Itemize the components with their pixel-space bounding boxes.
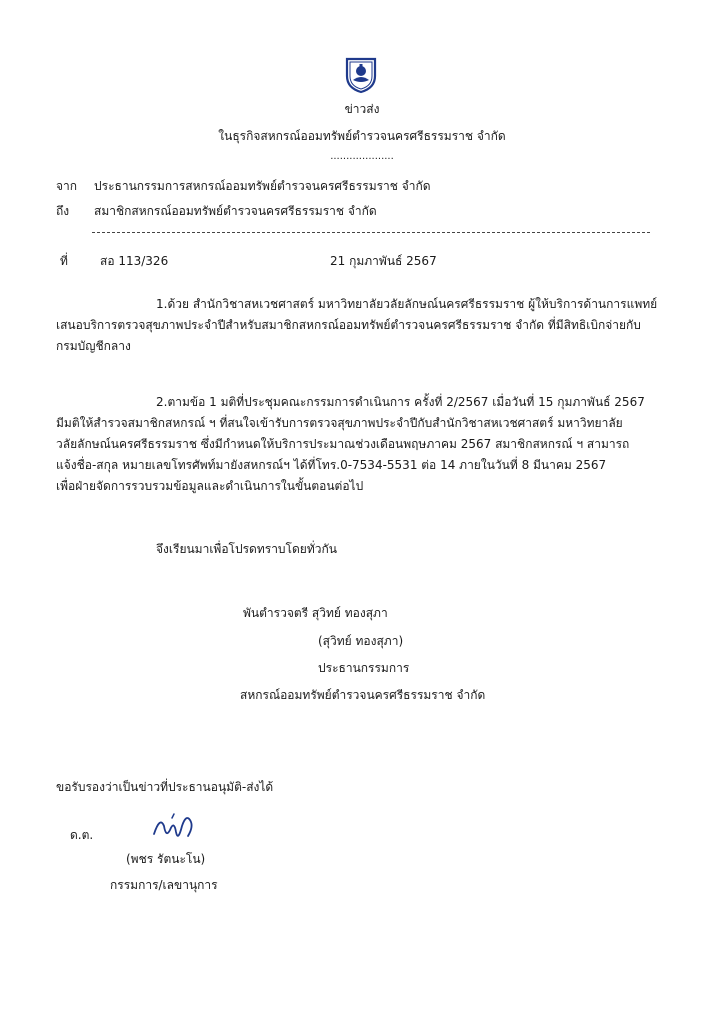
to-label: ถึง (56, 204, 70, 218)
header-dots: .................... (330, 151, 394, 162)
secretary-position: กรรมการ/เลขานุการ (110, 878, 218, 892)
document-subtitle: ในธุรกิจสหกรณ์ออมทรัพย์ตำรวจนครศรีธรรมราช จำกัด (218, 129, 506, 143)
document-title: ข่าวส่ง (344, 102, 380, 116)
cooperative-emblem-logo (343, 56, 379, 94)
from-label: จาก (56, 179, 78, 193)
paragraph-2-line: แจ้งชื่อ-สกุล หมายเลขโทรศัพท์มายังสหกรณ์ฯ ได้ที่โทร.0-7534-5531 ต่อ 14 ภายในวันที่ 8 มีนาคม 2567 (56, 458, 607, 472)
certification-text: ขอรับรองว่าเป็นข่าวที่ประธานอนุมัติ-ส่งได้ (56, 780, 274, 794)
handwritten-signature (150, 812, 198, 849)
paragraph-2 (56, 392, 645, 497)
signatory-name: (สุวิทย์ ทองสุภา) (318, 634, 404, 648)
paragraph-1-line: เสนอบริการตรวจสุขภาพประจำปีสำหรับสมาชิกสหกรณ์ออมทรัพย์ตำรวจนครศรีธรรมราช จำกัด ที่มีสิทธิเบิกจ่ายกับ (56, 318, 641, 332)
signatory-position: ประธานกรรมการ (318, 661, 410, 675)
paragraph-2-line: 2.ตามข้อ 1 มติที่ประชุมคณะกรรมการดำเนินการ ครั้งที่ 2/2567 เมื่อวันที่ 15 กุมภาพันธ์ 2567 (156, 395, 645, 409)
secretary-rank: ด.ต. (70, 828, 94, 842)
signatory-organization: สหกรณ์ออมทรัพย์ตำรวจนครศรีธรรมราช จำกัด (240, 688, 486, 702)
closing-text: จึงเรียนมาเพื่อโปรดทราบโดยทั่วกัน (156, 542, 337, 556)
to-value: สมาชิกสหกรณ์ออมทรัพย์ตำรวจนครศรีธรรมราช จำกัด (94, 204, 377, 218)
separator-line (92, 232, 650, 233)
paragraph-2-line: มีมติให้สำรวจสมาชิกสหกรณ์ ฯ ที่สนใจเข้ารับการตรวจสุขภาพประจำปีกับสำนักวิชาสหเวชศาสตร์ มหาวิทยาลัย (56, 416, 623, 430)
secretary-name: (พชร รัตนะโน) (126, 852, 206, 866)
paragraph-1-line: กรมบัญชีกลาง (56, 339, 131, 353)
paragraph-2-line: วลัยลักษณ์นครศรีธรรมราช ซึ่งมีกำหนดให้บริการประมาณช่วงเดือนพฤษภาคม 2567 สมาชิกสหกรณ์ ฯ สามารถ (56, 437, 630, 451)
ref-number: สอ 113/326 (100, 254, 169, 268)
paragraph-2-line: เพื่อฝ่ายจัดการรวบรวมข้อมูลและดำเนินการในขั้นตอนต่อไป (56, 479, 364, 493)
paragraph-1-line: 1.ด้วย สำนักวิชาสหเวชศาสตร์ มหาวิทยาลัยวลัยลักษณ์นครศรีธรรมราช ผู้ให้บริการด้านการแพทย์ (156, 297, 658, 311)
ref-label: ที่ (60, 254, 68, 268)
ref-date: 21 กุมภาพันธ์ 2567 (330, 254, 437, 268)
paragraph-1 (56, 294, 657, 357)
signatory-rank-name: พันตำรวจตรี สุวิทย์ ทองสุภา (243, 606, 388, 620)
from-value: ประธานกรรมการสหกรณ์ออมทรัพย์ตำรวจนครศรีธรรมราช จำกัด (94, 179, 431, 193)
